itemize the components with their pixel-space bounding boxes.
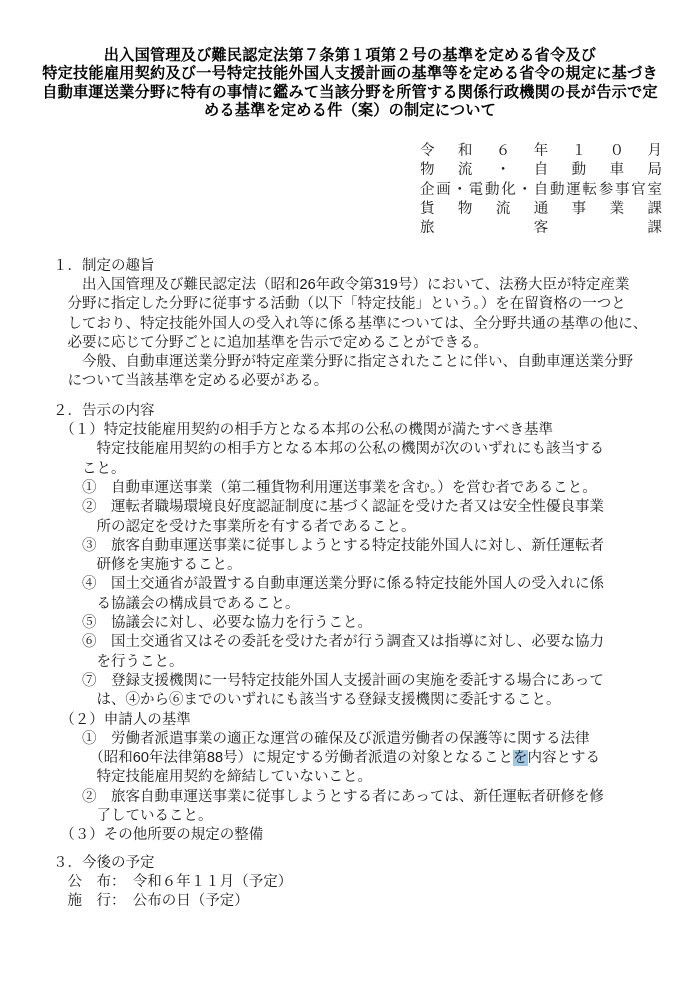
text-segment: 特定技能雇用契約の相手方となる本邦の公私の機関が次のいずれにも該当する [53,441,604,458]
text-line [53,691,662,710]
text-segment: 物流・自動車局 [420,162,662,179]
text-segment: は、④から⑥までのいずれにも該当する登録支援機関に委託すること。 [53,692,561,709]
text-segment: （昭和60年法律第88号）に規定する労働者派遣の対象となること [53,750,514,767]
text-line [53,537,662,556]
text-line [53,498,662,517]
text-segment: 旅客課 [420,220,662,237]
text-line [53,353,662,372]
text-segment: ③ 旅客自動車運送事業に従事しようとする特定技能外国人に対し、新任運転者 [53,537,604,554]
text-line [0,84,700,102]
text-line [53,633,662,652]
text-line [53,854,662,873]
text-line [0,102,700,120]
text-segment: ① 労働者派遣事業の適正な運営の確保及び派遣労働者の保護等に関する法律 [53,730,590,747]
text-line [53,614,662,633]
text-segment: 研修を実施すること。 [53,557,242,574]
text-segment: 施 行： 公布の日（予定） [53,893,249,910]
document-body [0,257,700,912]
issuer-block [420,142,662,238]
text-segment: （１）特定技能雇用契約の相手方となる本邦の公私の機関が満たすべき基準 [53,422,553,439]
text-line [53,730,662,749]
text-segment: 内容とする [527,750,601,767]
text-line [53,334,662,353]
text-line [53,479,662,498]
text-segment: 公 布： 令和６年１１月（予定） [53,873,293,890]
text-segment: について当該基準を定める必要がある。 [53,373,329,390]
text-line [53,575,662,594]
text-segment: ⑤ 協議会に対し、必要な協力を行うこと。 [53,615,372,632]
text-line [53,672,662,691]
text-line [420,161,662,180]
text-segment: 自動車運送業分野に特有の事情に鑑みて当該分野を所管する関係行政機関の長が告示で定 [42,83,658,101]
text-segment: を行うこと。 [53,653,184,670]
text-segment: （３）その他所要の規定の整備 [53,827,264,844]
text-segment: こと。 [53,460,126,477]
text-segment: ３．今後の予定 [53,854,155,871]
text-segment: 分野に指定した分野に従事する活動（以下「特定技能」という。）を在留資格の一つと [53,296,626,313]
text-line [53,315,662,334]
text-line [420,142,662,161]
text-segment: ① 自動車運送事業（第二種貨物利用運送事業を含む。）を営む者であること。 [53,479,597,496]
text-segment: ② 運転者職場環境良好度認証制度に基づく認証を受けた者又は安全性優良事業 [53,499,604,516]
text-line [53,402,662,421]
section-notice-content [53,402,662,846]
text-segment: しており、特定技能外国人の受入れ等に係る基準については、全分野共通の基準の他に、 [53,315,648,332]
text-line [53,749,662,768]
text-line [53,768,662,787]
text-segment: 所の認定を受けた事業所を有する者であること。 [53,518,416,535]
text-line [53,421,662,440]
highlighted-text: を [513,750,528,767]
text-line [420,200,662,219]
section-schedule [53,854,662,912]
section-purpose [53,257,662,392]
text-line [53,807,662,826]
text-line [53,460,662,479]
text-line [53,595,662,614]
text-line [53,518,662,537]
text-segment: ⑦ 登録支援機関に一号特定技能外国人支援計画の実施を委託する場合にあって [53,672,604,689]
text-segment: ② 旅客自動車運送事業に従事しようとする者にあっては、新任運転者研修を修 [53,788,604,805]
text-segment: 特定技能雇用契約及び一号特定技能外国人支援計画の基準等を定める省令の規定に基づき [42,65,658,83]
text-segment: 出入国管理及び難民認定法（昭和26年政令第319号）において、法務大臣が特定産業 [53,276,630,293]
text-line [53,653,662,672]
text-line [53,556,662,575]
text-segment: 今般、自動車運送業分野が特定産業分野に指定されたことに伴い、自動車運送業分野 [53,354,633,371]
text-line [53,372,662,391]
text-segment: める基準を定める件（案）の制定について [203,101,497,119]
text-line [0,65,700,83]
text-segment: 令和６年１０月 [420,143,662,160]
text-line [53,873,662,892]
text-segment: 出入国管理及び難民認定法第７条第１項第２号の基準を定める省令及び [103,47,597,64]
text-segment: １．制定の趣旨 [53,257,155,274]
text-segment: る協議会の構成員であること。 [53,595,300,612]
text-line [53,711,662,730]
text-segment: 貨物流通事業課 [420,201,662,218]
text-line [53,440,662,459]
text-line [53,788,662,807]
text-line [53,257,662,276]
document-title [0,0,700,120]
text-segment: 必要に応じて分野ごとに追加基準を告示で定めることができる。 [53,334,488,351]
text-segment: 了していること。 [53,807,213,824]
text-line [53,892,662,911]
text-line [420,181,662,200]
text-line [53,826,662,845]
text-line [53,276,662,295]
text-segment: ⑥ 国土交通省又はその委託を受けた者が行う調査又は指導に対し、必要な協力 [53,634,604,651]
text-line [0,47,700,65]
text-segment: ④ 国土交通省が設置する自動車運送業分野に係る特定技能外国人の受入れに係 [53,576,604,593]
text-segment: ２．告示の内容 [53,402,155,419]
text-segment: 特定技能雇用契約を締結していないこと。 [53,769,372,786]
text-line [53,295,662,314]
text-segment: 企画・電動化・自動運転参事官室 [420,181,662,198]
text-segment: （２）申請人の基準 [53,711,191,728]
text-line [420,219,662,238]
